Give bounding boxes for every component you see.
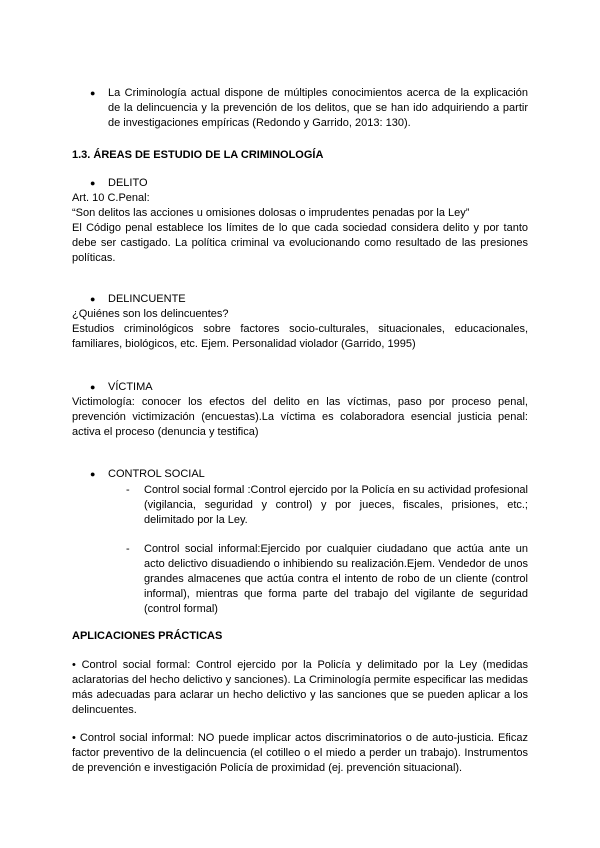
aplicaciones-paragraph-2: • Control social informal: NO puede implicar actos discriminatorios o de auto-justicia. Eficaz factor preventivo de la delincuencia (el cotilleo o el miedo a perder un trabajo). Instrumentos de prevención e investigación Policía de proximidad (ej. prevención situacional). bbox=[72, 732, 528, 774]
victima-title: VÍCTIMA bbox=[108, 381, 153, 393]
bullet-icon: ● bbox=[90, 178, 96, 188]
delincuente-title: DELINCUENTE bbox=[108, 293, 186, 305]
bullet-icon: ● bbox=[90, 469, 96, 479]
intro-bullet-text: La Criminología actual dispone de múltiples conocimientos acerca de la explicación de la delincuencia y la prevención de los delitos, que se han ido adquiriendo a partir de investigaciones empíricas (Redondo y Garrido, 2013: 130). bbox=[108, 87, 528, 129]
bullet-icon: ● bbox=[90, 294, 96, 304]
aplicaciones-paragraph-1: • Control social formal: Control ejercido por la Policía y delimitado por la Ley (medidas aclaratorias del hecho delictivo y sanciones). La Criminología permite especificar las medidas más adecuadas para aclarar un hecho delictivo y las sanciones que se pueden aplicar a los delincuentes. bbox=[72, 659, 528, 716]
delito-art: Art. 10 C.Penal: bbox=[72, 192, 150, 204]
dash-icon: - bbox=[126, 484, 130, 496]
delito-paragraph: El Código penal establece los límites de lo que cada sociedad considera delito y por tanto debe ser castigado. La política criminal va evolucionando como resultado de las presiones políticas. bbox=[72, 222, 528, 264]
bullet-icon: ● bbox=[90, 382, 96, 392]
section-heading: 1.3. ÁREAS DE ESTUDIO DE LA CRIMINOLOGÍA bbox=[72, 149, 324, 161]
delincuente-question: ¿Quiénes son los delincuentes? bbox=[72, 308, 229, 320]
delito-quote: “Son delitos las acciones u omisiones dolosas o imprudentes penadas por la Ley” bbox=[72, 207, 470, 219]
control-social-title: CONTROL SOCIAL bbox=[108, 468, 205, 480]
dash-icon: - bbox=[126, 543, 130, 555]
victima-paragraph: Victimología: conocer los efectos del delito en las víctimas, paso por proceso penal, prevención victimización (encuestas).La víctima es colaboradora esencial justicia penal: activa el proceso (denuncia y testifica) bbox=[72, 396, 528, 438]
bullet-icon: ● bbox=[90, 88, 96, 98]
delincuente-paragraph: Estudios criminológicos sobre factores socio-culturales, situacionales, educacionales, familiares, biológicos, etc. Ejem. Personalidad violador (Garrido, 1995) bbox=[72, 323, 528, 350]
delito-title: DELITO bbox=[108, 177, 148, 189]
aplicaciones-heading: APLICACIONES PRÁCTICAS bbox=[72, 630, 223, 642]
control-social-formal-text: Control social formal :Control ejercido por la Policía en su actividad profesional (vigilancia, seguridad y control) y por jueces, fiscales, prisiones, etc.; delimitado por la Ley. bbox=[144, 484, 528, 526]
control-social-informal-text: Control social informal:Ejercido por cualquier ciudadano que actúa ante un acto delictivo disuadiendo o inhibiendo su realización.Ejem. Vendedor de unos grandes almacenes que actúa contra el intento de robo de un cliente (control informal), mientras que forma parte del trabajo del vigilante de seguridad (control formal) bbox=[144, 543, 528, 615]
